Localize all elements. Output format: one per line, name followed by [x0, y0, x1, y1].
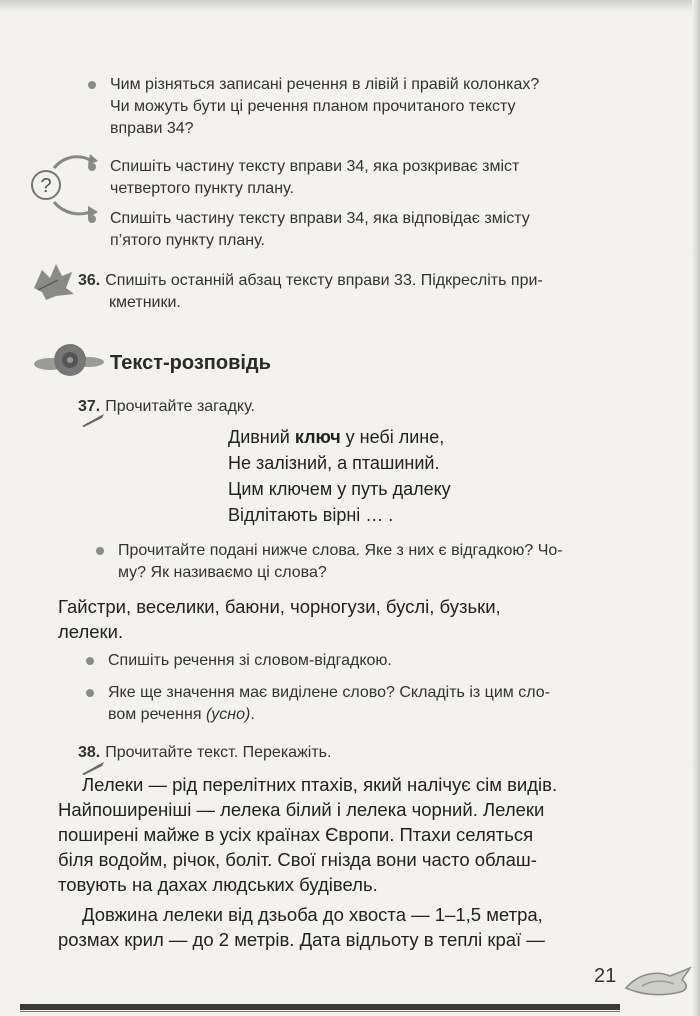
bottom-rule — [20, 1004, 620, 1010]
text-38-paragraph-1: Лелеки — рід перелітних птахів, який налічує сім видів. Найпоширеніші — лелека білий і лелека чорний. Лелеки поширені майже в усіх країнах Європи. Птахи селяться біля водойм, річок, боліт. Свої гнізда вони часто облаш- товують на дахах людських будівель. — [58, 774, 558, 895]
poem-line-1: Дивний ключ у небі лине, — [228, 427, 445, 447]
task-36: 36. Спишіть останній абзац тексту вправи 33. Підкресліть при- кметники. — [78, 272, 543, 311]
task-number: 37. — [78, 398, 101, 415]
bullet-dot — [88, 81, 96, 89]
bullet-compare-columns: Чим різняться записані речення в лівій і правій колонках? Чи можуть бути ці речення планом прочитаного тексту вправи 34? — [110, 74, 630, 140]
svg-text:?: ? — [40, 175, 52, 197]
riddle-poem — [228, 424, 451, 528]
page-top-shadow — [0, 0, 700, 12]
word-list: Гайстри, веселики, баюни, чорногузи, буслі, бузьки, лелеки. — [58, 596, 501, 642]
bullet-dot — [88, 215, 96, 223]
poem-line-4: Відлітають вірні … . — [228, 505, 394, 525]
highlighted-word: ключ — [294, 427, 341, 447]
bullet-read-words: Прочитайте подані нижче слова. Яке з них є відгадкою? Чо- му? Як називаємо ці слова? — [118, 540, 638, 584]
bullet-word-meaning: Яке ще значення має виділене слово? Складіть із цим сло- вом речення (усно). — [108, 682, 628, 726]
flower-section-icon — [32, 338, 106, 384]
leaf-task-icon — [28, 258, 78, 302]
bullet-copy-sentence: Спишіть речення зі словом-відгадкою. — [108, 650, 628, 672]
bullet-copy-fifth: Спишіть частину тексту вправи 34, яка відповідає змісту п’ятого пункту плану. — [110, 208, 630, 252]
page-right-shadow — [692, 0, 700, 1016]
task-38: 38. Прочитайте текст. Перекажіть. — [78, 744, 332, 761]
bullet-dot — [86, 689, 94, 697]
section-title: Текст-розповідь — [110, 352, 271, 374]
task-number: 36. — [78, 272, 101, 289]
task-number: 38. — [78, 744, 101, 761]
task-37: 37. Прочитайте загадку. — [78, 398, 255, 415]
poem-line-2: Не залізний, а пташиний. — [228, 453, 440, 473]
page-number: 21 — [594, 965, 617, 987]
bullet-dot — [96, 547, 104, 555]
bullet-dot — [88, 163, 96, 171]
bullet-copy-fourth: Спишіть частину тексту вправи 34, яка розкриває зміст четвертого пункту плану. — [110, 156, 630, 200]
bird-ornament-icon — [622, 960, 696, 1002]
poem-line-3: Цим ключем у путь далеку — [228, 479, 451, 499]
bullet-dot — [86, 657, 94, 665]
bottom-rule-thin — [20, 1011, 620, 1012]
text-38-paragraph-2: Довжина лелеки від дзьоба до хвоста — 1–1,5 метра, розмах крил — до 2 метрів. Дата відльоту в теплі краї — — [58, 904, 545, 950]
